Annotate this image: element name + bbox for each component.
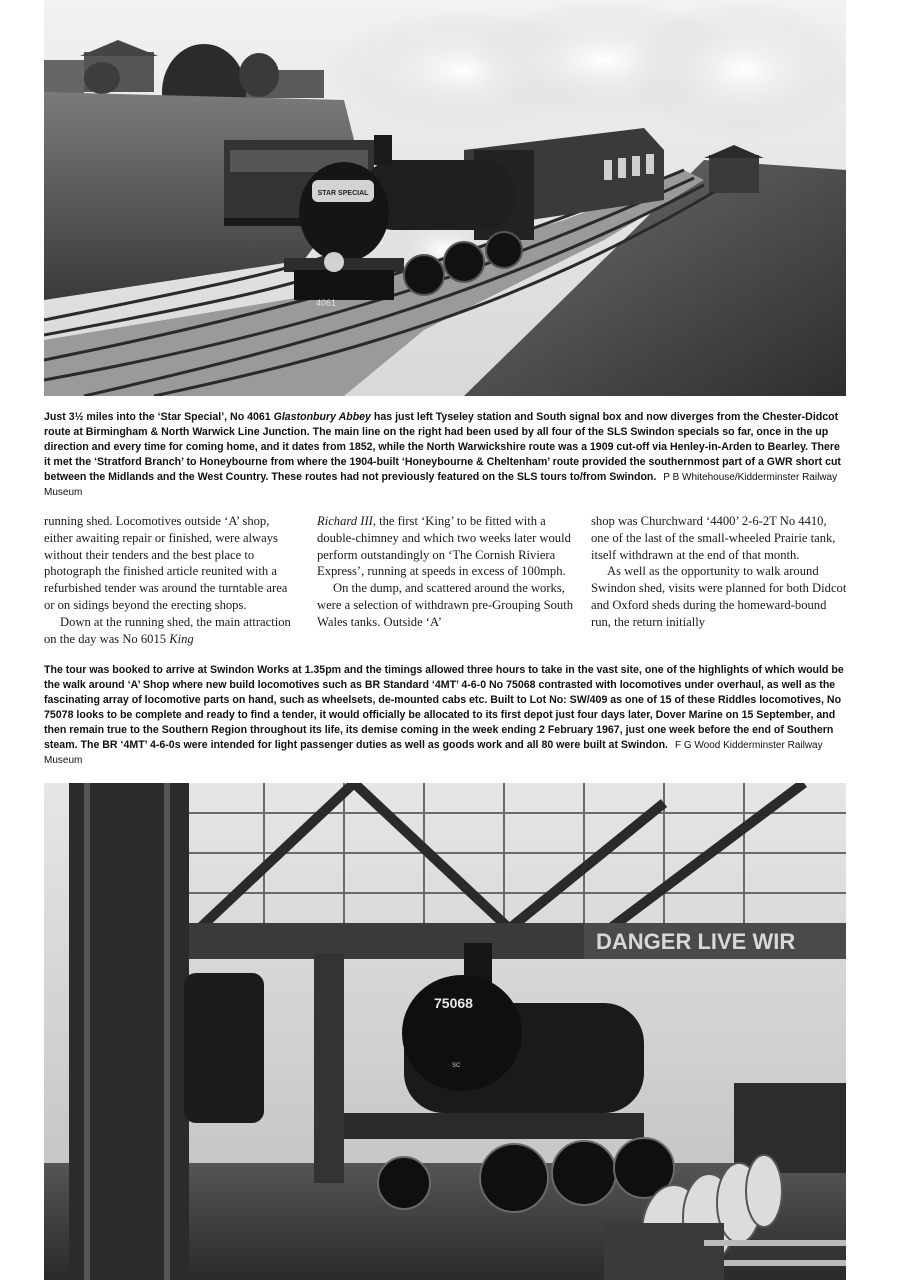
caption-2-text: The tour was booked to arrive at Swindon Works at 1.35pm and the timings allowed three hours to take in the vast site, one of the highlights of which would be the walk around ‘A’ Shop where new build locomotives such as BR Standard ‘4MT’ 4-6-0 No 75068 contrasted with locomotives under overhaul, as well as the fascinating array of locomotive parts on hand, such as wheelsets, de-mounted cabs etc. Built to Lot No: SW/409 as one of 15 of these Riddles locomotives, No 75078 looks to be complete and ready to find a tender, it would officially be allocated to its first depot just four days later, Dover Marine on 15 September, and then remain true to the Southern Region throughout its life, its demise coming in the week ending 2 February 1967, just one week before the end of Southern steam. The BR ‘4MT’ 4-6-0s were intended for light passenger duties as well as goods work and all 80 were built at Swindon. xyxy=(44,664,844,751)
body-italic: King xyxy=(169,631,194,646)
body-paragraph xyxy=(317,513,573,580)
smokebox-number: 4061 xyxy=(316,298,337,308)
body-paragraph: shop was Churchward ‘4400’ 2-6-2T No 4410, one of the last of the small-wheeled Prairie tank, itself withdrawn at the end of that month. xyxy=(591,514,836,562)
photo-locomotive-75068 xyxy=(44,783,846,1280)
caption-1-credit: P B Whitehouse/Kidderminster Railway Museum xyxy=(44,472,838,498)
caption-1-text-cont: has just left Tyseley station and South signal box and now diverges from the Chester-Didcot route at Birmingham & North Warwick Line Junction. The main line on the right had been used by all four of the SLS Swindon specials so far, once in the up direction and every time for coming home, and it dates from 1852, while the North Warwickshire route was a 1909 cut-off via Henley-in-Arden to Bearley. There it met the ‘Stratford Branch’ to Honeybourne from where the 1904-built ‘Honeybourne & Cheltenham’ route provided the southernmost part of a GWR short cut between the Midlands and the West Country. These routes had not previously featured on the SLS tours to/from Swindon. xyxy=(44,411,841,483)
body-column-2 xyxy=(317,513,573,631)
photo-caption-2 xyxy=(44,663,846,768)
body-paragraph: On the dump, and scattered around the works, were a selection of withdrawn pre-Grouping South Wales tanks. Outside ‘A’ xyxy=(317,581,574,629)
body-text: Down at the running shed, the main attraction on the day was No 6015 xyxy=(44,614,291,646)
caption-2-credit: F G Wood Kidderminster Railway Museum xyxy=(44,740,823,766)
body-paragraph xyxy=(44,614,298,648)
body-column-3 xyxy=(591,513,847,631)
body-italic: Richard III, xyxy=(317,514,376,528)
warning-sign-text: DANGER LIVE WIR xyxy=(596,929,796,954)
headboard-text: STAR SPECIAL xyxy=(317,190,369,197)
caption-1-italic: Glastonbury Abbey xyxy=(273,411,371,423)
loco-number: 75068 xyxy=(434,995,473,1011)
body-paragraph: running shed. Locomotives outside ‘A’ shop, either awaiting repair or finished, were always without their tenders and the best place to photograph the finished article reunited with a refurbished tender was around the turntable area or on sidings beyond the erecting shops. xyxy=(44,514,288,612)
shed-plate: SC xyxy=(452,1063,461,1069)
caption-1-text: Just 3½ miles into the ‘Star Special’, No 4061 xyxy=(44,411,274,423)
body-text: the first ‘King’ to be fitted with a double-chimney and which two weeks later would perform outstandingly on ‘The Cornish Riviera Express’, running at speeds in excess of 100mph. xyxy=(317,514,571,579)
photo-caption-1 xyxy=(44,410,846,500)
body-paragraph: As well as the opportunity to walk around Swindon shed, visits were planned for both Didcot and Oxford sheds during the homeward-bound run, the return initially xyxy=(591,564,847,629)
body-column-1 xyxy=(44,513,298,647)
photo-locomotive-4061 xyxy=(44,0,846,396)
